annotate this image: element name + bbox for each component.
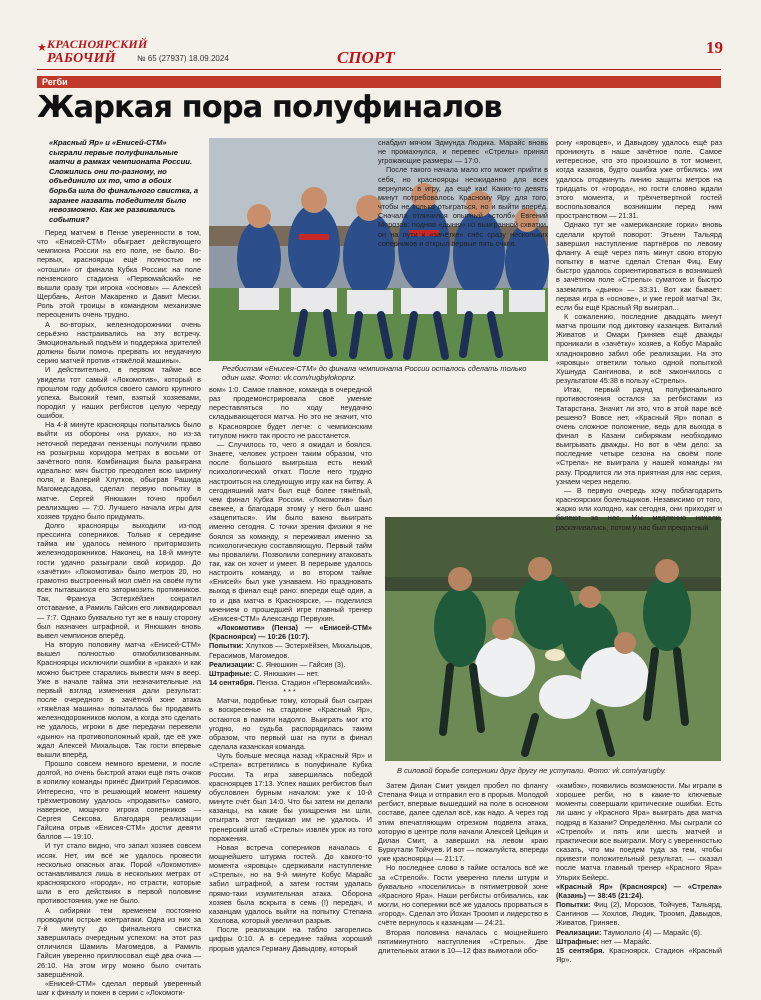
paragraph: Перед матчем в Пензе уверенности в том, что «Енисей-СТМ» обыграет действующего чемпиона России на его поле, не было. Во-первых, красноярцы ещё полностью не «отошли» от финала Кубка России: на поле пензенского стадиона «Первомайский» не вышли сразу три игрока «основы» — Алексей Щербань, Антон Макаренко и Давит Мески. Роль этой троицы в командном механизме переоценить очень трудно. [37, 228, 201, 320]
paragraph: На вторую половину матча «Енисей-СТМ» вышел полностью отмобилизованным. Красноярцы исключили ошибки в «раках» и как можно быстрее старались вывести мяч в веер. Уже в начале тайма эти незначительные на первый взгляд изменения дали результат: после очередного в зачётной зоне атака «тяжёлая машина» попыталась бы продавить железнодорожников молом, а когда это сделать не удалось, игроки в две передачи перевели «дыню» на противоположный край, где её уже ждал Алексей Михальцов. Так гости впервые вышли вперёд. [37, 640, 201, 759]
newspaper-logo [37, 36, 148, 70]
text-column-3-bottom [378, 781, 548, 990]
match-venue: Пенза. Стадион «Первомайский». [254, 678, 373, 687]
paragraph: — Случилось то, чего я ожидал и боялся. Знаете, человек устроен таким образом, что после большого выигрыша есть некий психологический откат. После него трудно настроиться на следующую игру как на битву. А сегодняшний матч был ещё более тяжёлый, чем финал Кубка России. «Локомотив» был свежее, а благодаря этому у него был шанс «зацепиться». Им было важно выиграть именно сегодня. С точки зрения физики я не боялся за команду, я переживал именно за психологическую составляющую. Первый тайм мы провалили. Позволили сопернику атаковать так, как он хочет и умеет. В перерыве удалось настроить команду, и во втором тайме «Енисей» был уже узнаваем. Но праздновать выход в финал ещё рано: впереди ещё один, а то и два матча в Красноярске, — поделился мнением о прошедшей игре главный тренер «Енисея-СТМ» Александр Первухин. [209, 439, 372, 623]
paragraph: Итак, первый раунд полуфинального противостояния остался за регбистами из Татарстана. Значит ли это, что в этой паре всё решено? Вовсе нет, «Красный Яр» попал в очень сложное положение, ведь для выхода в финал в Казани сибирякам необходимо выигрывать дважды. Но вот в чём дело: за последние четыре сезона на своём поле «Стрела» не выиграла у нашей команды ни разу. Продлится ли эта приятная для нас серия, узнаем через неделю. [556, 385, 722, 486]
match-teams-score: «Красный Яр» (Красноярск) — «Стрела» (Казань) — 38:45 (21:24). [556, 881, 722, 900]
paragraph: «камбэк», появились возможности. Мы играли в хорошее регби, но в какие-то ключевые моменты совершали критические ошибки. Есть ли шанс у «Красного Яра» выиграть два матча подряд в Казани? Определённо. Мы сыграли со «Стрелой» и пять или шесть матчей и практически все выиграли. Могу с уверенностью сказать, что мы поедем туда за тем, чтобы привезти положительный результат, — сказал после матча главный тренер «Красного Яра» Ульрих Бейерс. [556, 781, 722, 882]
paragraph: Затем Дилан Смит увидел пробел по флангу Степана Фица и отправил его в прорыв. Молодой регбист, впервые вышедший на поле в основном составе, далее сделал всё, как надо. А через год этим впечатляющим отрезком подвела атака, которую в центре поля начали Алексей Цейцин и Дилан Смит, а завершил на левом краю Буркутали Тойчуев. И вот — пожалуйста, впереди уже красноярцы — 21:17. [378, 781, 548, 864]
paragraph: После такого начала мало кто может прийти в себя, но красноярцы неожиданно для всех вернулись в игру, да ещё как! Каких-то девять минут потребовалось Красному Яру для того, чтобы не только отыграться, но и выйти вперёд. Сначала отличился опытный «столб» Евгений Морозов: подняв «дыню» из выигранной схватки, он на пути к «зачётке» снёс сразу нескольких соперников и открыл первые пять очков. [378, 165, 548, 248]
paragraph: Прошло совсем немного времени, и после долгой, но очень быстрой атаки ещё пять очков в копилку команды принёс Дмитрий Герасимов. Интересно, что в решающий момент нашему трёхметровому удалось «продавить» самого, наверное, мощного игрока соперников — Сергея Сексова. Благодаря реализации Гайсина отрыв «Енисея-СТМ» достиг девяти баллов — 19:10. [37, 759, 201, 842]
paragraph: И действительно, в первом тайме все увидели тот самый «Локомотив», который в прошлом году добился своего самого крупного успеха. Высокий темп, взятый хозяевами, породил у наших регбистов целую череду ошибок. [37, 365, 201, 421]
section-title: СПОРТ [337, 48, 395, 67]
paragraph: — В первую очередь хочу поблагодарить красноярских болельщиков. Независимо от того, жарко или холодно, как сегодня, они приходят и болеют за нас. Мы медленно начали, раскачивались, потом у нас был прекрасный [556, 485, 722, 532]
photo-rugby-tackle [385, 517, 721, 761]
masthead [37, 36, 727, 76]
text-column-1 [37, 228, 201, 997]
page-number: 19 [706, 38, 723, 57]
header-rule [37, 69, 721, 70]
match-date-label: 15 сентября. [556, 945, 605, 955]
rubric-bar [37, 76, 721, 88]
article-lead: «Красный Яр» и «Енисей-СТМ» сыграли первые полуфинальные матчи в рамках чемпионата России. Сложились они по-разному, но объединило их то, что в обоих борьба шла до финального свистка, а заранее назвать победителя было невозможно. Как же развивались события? [49, 138, 199, 224]
paragraph: На 4-й минуте красноярцы попытались было выйти из обороны «на руках», но из-за неточной передачи пензенцы получили право на розыгрыш коридора метрах в восьми от зачётного поля. Комбинация была разыграна идеально: мяч быстро преодолел всю ширину поля, и Валерий Хлутков, обыграв Рашида Магомедсадова, сделал первую попытку в матче. Сергей Янюшкин точно пробил реализацию — 7:0. Лучшего начала игры для хозяев трудно было придумать. [37, 420, 201, 521]
match-result-box [556, 882, 722, 964]
tries-label: Попытки: [209, 641, 244, 651]
paragraph: снабдил мячом Эдмунда Людика. Марайс вновь не промахнулся, и перевес «Стрелы» принял угрожающие размеры — 17:0. [378, 138, 548, 166]
paragraph: «Енисей-СТМ» сделал первый уверенный шаг к финалу и покен в серии с «Локомоти- [37, 978, 201, 997]
paragraph: К сожалению, последние двадцать минут матча прошли под диктовку казанцев. Виталий Живатов и Омари Гриняев ещё дважды проникали в «зачётку» хозяев, а Кобус Марайс хладнокровно забил обе реализации. На это «яровцы» ответили только одной попыткой Хушнуда Сангинова, и всё закончилось с результатом 45:38 в пользу «Стрелы». [556, 311, 722, 386]
conversions-value: Таумололо (4) — Марайс (6). [601, 927, 702, 937]
logo-line1: КРАСНОЯРСКИЙ [47, 37, 148, 51]
match-result-box [209, 623, 372, 687]
tries-value: Фиц (2), Морозов, Тойчуев, Тальярд, Сангинов — Хохлов, Людик, Троомп, Давыдов, Живатов, Гриняев. [556, 900, 722, 928]
penalties-value: С. Янюшкин — нет. [251, 668, 319, 678]
text-column-2 [209, 385, 372, 990]
photo-caption-2: В силовой борьбе соперники друг другу не уступали. Фото: vk.com/yarugby. [397, 766, 667, 775]
match-date-label: 14 сентября. [209, 678, 255, 687]
article-headline: Жаркая пора полуфиналов [37, 90, 502, 125]
penalties-value: нет — Марайс. [598, 936, 652, 946]
conversions-label: Реализации: [556, 927, 602, 937]
conversions-label: Реализации: [209, 659, 255, 669]
paragraph: Чуть больше месяца назад «Красный Яр» и «Стрела» встретились в полуфинале Кубка России. Та игра завершилась победой красноярцев 17:13. Успех наших регбистов был обусловлен бурным началом: уже к 10-й минуте счёт был 14:0. Что бы затем ни делали казанцы, на какие бы ухищрения ни шли, отыграть этот гандикап им не удалось. И тренерский штаб «Стрелы» извлёк урок из того поражения. [209, 751, 372, 843]
star-icon: ★ [37, 42, 47, 54]
text-column-4-bottom [556, 781, 722, 990]
section-separator: *** [283, 687, 298, 697]
paragraph: Матчи, подобные тому, который был сыгран в воскресенье на стадионе «Красный Яр», остаются в памяти надолго. Выиграть мог кто угодно, но судьба распорядилась таким образом, что первый шаг на пути в финал сделала казанская команда. [209, 696, 372, 752]
photo-caption-1: Регбистам «Енисея-СТМ» до финала чемпионата России осталось сделать только один шаг. Фото: vk.com/rugbylokopnz. [222, 364, 527, 382]
paragraph: вом» 1:0. Самое главное, команда в очередной раз продемонстрировала своё умение переставляться по ходу неудачно складывающегося матча. Но это не значит, что в Красноярске будет легче: с чемпионским титулом никто так просто не расстанется. [209, 385, 372, 440]
match-teams-score: «Локомотив» (Пенза) — «Енисей-СТМ» (Красноярск) — 10:26 (10:7). [209, 623, 372, 642]
text-column-4 [556, 138, 722, 532]
paragraph: Долго красноярцы выходили из-под прессинга соперников. Только к середине тайма им удалось немного притормозить железнодорожников. Наконец, на 18-й минуте гости удачно разыграли свой коридор. До «зачётки» «Локомотива» было метров 20, но грамотно выстроенный мол смёл на своём пути всех пытавшихся его затормозить противников. Так, Франсуа Эстерхёйзен сократил отставание, а Рамиль Гайсин его ликвидировал — 7:7. Однако буквально тут же в нашу сторону был назначен штрафной, и Янюшкин вновь вывел чемпионов вперёд. [37, 521, 201, 640]
paragraph: И тут стало видно, что запал хозяев совсем иссяк. Нет, им всё же удалось провести несколько опасных атак. Порой «Локомотив» останавливался лишь в нескольких метрах от красноярского «города», но страсти, которые шли в его действиях в первой половине противостояния, уже не было. [37, 841, 201, 906]
tries-value: Хлутков — Эстерхёйзен, Михальцов, Герасимов, Магомедов. [209, 641, 372, 660]
paragraph: Но последнее слово в тайме осталось всё же за «Стрелой». Гости уверенно плели штурм и буквально «поселились» в пятиметровой зоне «Красного Яра». Наши регбисты отбивались, как могли, но соперники всё же удалось прорваться в «город». Сделал это Йохан Троомп и лидерство в счёте вернулось к казанцам — 24:21. [378, 863, 548, 928]
tries-label: Попытки: [556, 900, 591, 910]
match-venue: Красноярск. Стадион «Красный Яр». [556, 945, 723, 964]
paragraph: А во-вторых, железнодорожники очень серьёзно настраивались на эту встречу. Эмоциональный подъём и поддержка зрителей должны были помочь прервать их неудачную серию матчей против «тяжёлой машины». [37, 319, 201, 366]
logo-line2: РАБОЧИЙ [47, 51, 116, 66]
issue-info: № 65 (27937) 18.09.2024 [137, 54, 229, 63]
text-column-3 [378, 138, 548, 518]
rubric-label: Регби [42, 77, 68, 87]
paragraph: После реализации на табло загорелись цифры 0:10. А в середине тайма хороший прорыв удался Герману Давыдову, который [209, 925, 372, 953]
penalties-label: Штрафные: [556, 936, 599, 946]
photo-illustration [385, 517, 721, 761]
paragraph: Новая встреча соперников началась с мощнейшего штурма гостей. До какого-то момента «яровцы» сдерживали наступление «Стрелы», но на 9-й минуте Кобус Марайс забил штрафной, а затем гостям удалась прямо-таки изумительная атака. Оборона хозяев была вскрыта в семь (!) передач, и казанцам удалось выйти на попытку Степана Хохлова, который увеличил разрыв. [209, 842, 372, 926]
conversions-value: С. Янюшкин — Гайсин (3). [254, 659, 346, 669]
paragraph: Однако тут же «американские горки» вновь сделали крутой поворот: Этьенн Тальярд завершил наступление партнёров по левому флангу. А ещё через пять минут свою вторую попытку в матче сделал Степан Фиц. Ему быстро удалось сориентироваться в возникшей в зачётном поле «Стрелы» суматохе и быстро заземлить «дыню» — 33:31. Вот как бывает: первая игра в «основе», и уже герой матча! Эх, если бы ещё Красный Яр выиграл... [556, 220, 722, 312]
paragraph: А сибиряки тем временем постоянно проводили острые контратаки. Одна из них за 7-й минуту до финального свистка завершилась очередным успехом: на этот раз отличился Шамиль Магомедов, а Рамиль Гайсин уверенно приплюсовал ещё два очка — 26:10. На этом игру можно было считать завершённой. [37, 905, 201, 979]
penalties-label: Штрафные: [209, 668, 252, 678]
paragraph: Вторая половина началась с мощнейшего пятиминутного наступления «Стрелы». Две длительных атаки в 10—12 фаз вымотали обо- [378, 927, 548, 955]
paragraph: рону «яровцев», и Давыдову удалось ещё раз проникнуть в наше зачётное поле. Самое интересное, что это произошло в тот момент, когда казаков, будто ошибка уже отбились: им удалось отодвинуть линию защиты метров на тридцать от «города», но гости словно ждали этого момента, и трёхчетвертной гостей воспользовался возникшим перед ним пространством — 21:31. [556, 138, 722, 221]
